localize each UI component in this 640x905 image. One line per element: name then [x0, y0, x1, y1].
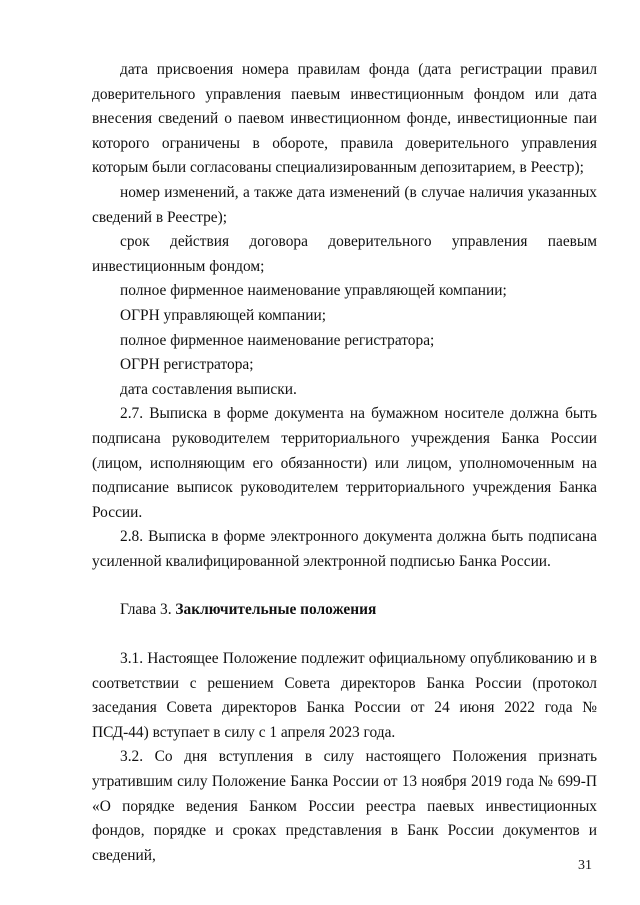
paragraph-extract-date: дата составления выписки.: [120, 380, 297, 398]
paragraph-registration-date: дата присвоения номера правилам фонда (дата регистрации правил доверительного управления паевым инвестиционным фондом или дата внесения сведений о паевом инвестиционном фонде, инвестиционные паи которого ограничены в обороте, правила доверительного управления которым были согласованы специализированным депозитарием, в Реестр);: [92, 61, 597, 177]
page-number: 31: [578, 858, 592, 873]
paragraph-3-1: 3.1. Настоящее Положение подлежит официальному опубликованию и в соответствии с решением Совета директоров Банка России (протокол заседания Совета директоров Банка России от 24 июня 2022 года № ПСД-44) вступает в силу с 1 апреля 2023 года.: [92, 650, 597, 741]
paragraph-management-company-name: полное фирменное наименование управляющей компании;: [120, 282, 507, 300]
document-body: [92, 58, 597, 868]
paragraph-2-8: 2.8. Выписка в форме электронного документа должна быть подписана усиленной квалифицированной электронной подписью Банка России.: [92, 528, 597, 570]
chapter-heading: [92, 598, 597, 623]
paragraph-2-7: 2.7. Выписка в форме документа на бумажном носителе должна быть подписана руководителем территориального учреждения Банка России (лицом, исполняющим его обязанности) или лицом, уполномоченным на подписание выписок руководителем территориального учреждения Банка России.: [92, 405, 597, 521]
paragraph-registrar-ogrn: ОГРН регистратора;: [120, 356, 254, 374]
chapter-prefix: Глава 3.: [120, 601, 176, 619]
paragraph-contract-term: срок действия договора доверительного управления паевым инвестиционным фондом;: [92, 233, 597, 275]
paragraph-management-company-ogrn: ОГРН управляющей компании;: [120, 306, 326, 324]
paragraph-registrar-name: полное фирменное наименование регистратора;: [120, 331, 435, 349]
paragraph-3-2: 3.2. Со дня вступления в силу настоящего Положения признать утратившим силу Положение Банка России от 13 ноября 2019 года № 699-П «О порядке ведения Банком России реестра паевых инвестиционных фондов, порядке и сроках представления в Банк России документов и сведений,: [92, 748, 597, 864]
paragraph-changes-number: номер изменений, а также дата изменений (в случае наличия указанных сведений в Реестре);: [92, 183, 597, 226]
chapter-title: Заключительные положения: [175, 601, 377, 619]
